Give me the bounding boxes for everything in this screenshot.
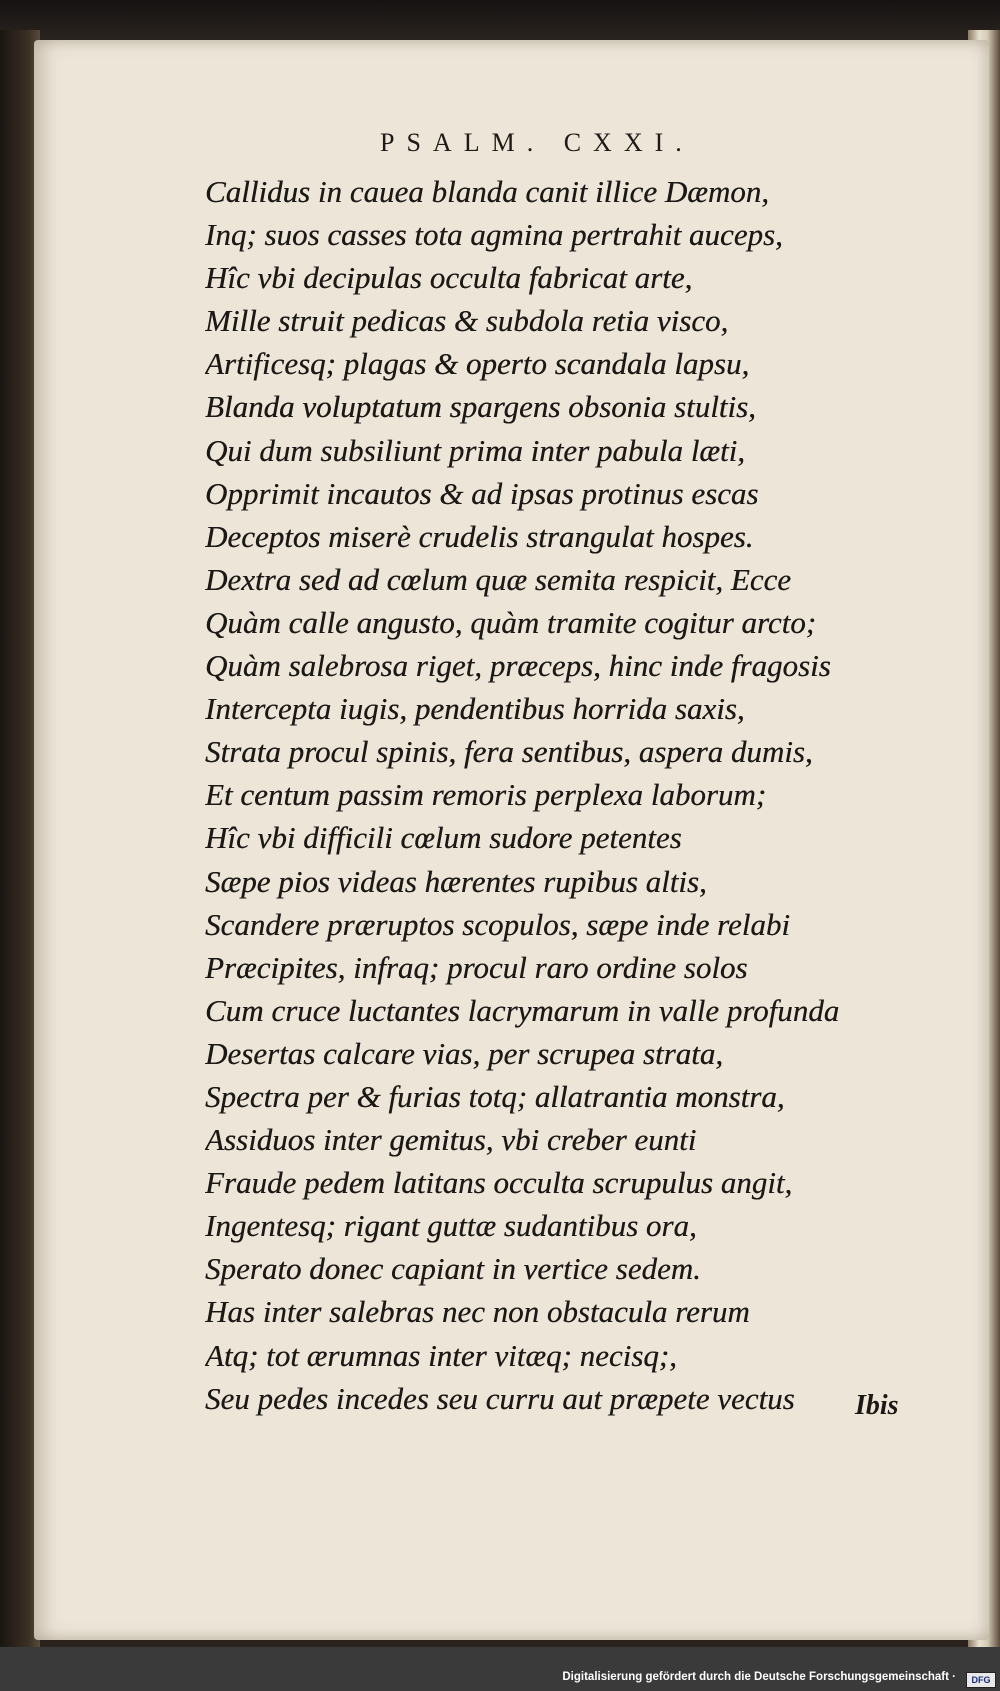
poem-line: Assiduos inter gemitus, vbi creber eunti <box>205 1122 697 1158</box>
scan-background-top <box>0 0 1000 40</box>
dfg-logo-text: DFG <box>971 1675 991 1685</box>
poem-line: Mille struit pedicas & subdola retia visco, <box>205 303 729 339</box>
poem-line: Intercepta iugis, pendentibus horrida saxis, <box>205 691 745 727</box>
poem-line: Strata procul spinis, fera sentibus, aspera dumis, <box>205 734 813 770</box>
poem-line: Cum cruce luctantes lacrymarum in valle profunda <box>205 992 840 1028</box>
poem-line: Ingentesq; rigant guttæ sudantibus ora, <box>205 1208 697 1244</box>
poem-line: Deceptos miserè crudelis strangulat hospes. <box>205 518 754 554</box>
poem-line: Sæpe pios videas hærentes rupibus altis, <box>205 863 707 899</box>
poem-line: Callidus in cauea blanda canit illice Dæmon, <box>205 174 769 209</box>
poem-line: Scandere præruptos scopulos, sæpe inde relabi <box>205 906 790 942</box>
poem-line: Dextra sed ad cœlum quæ semita respicit, Ecce <box>205 561 792 597</box>
poem-line: Spectra per & furias totq; allatrantia monstra, <box>205 1078 785 1114</box>
poem-line: Et centum passim remoris perplexa laborum; <box>205 777 767 813</box>
poem-line: Fraude pedem latitans occulta scrupulus angit, <box>205 1165 793 1201</box>
poem-line: Artificesq; plagas & operto scandala lapsu, <box>205 346 750 382</box>
catchword: Ibis <box>855 1390 899 1421</box>
digitization-credit: Digitalisierung gefördert durch die Deutsche Forschungsgemeinschaft · <box>562 1671 956 1683</box>
running-head: PSALM. CXXI. <box>380 128 694 157</box>
poem-line: Blanda voluptatum spargens obsonia stultis, <box>205 389 756 425</box>
poem-line: Quàm calle angusto, quàm tramite cogitur arcto; <box>205 604 817 640</box>
poem-line: Seu pedes incedes seu curru aut præpete vectus <box>205 1380 795 1416</box>
poem-line: Quàm salebrosa riget, præceps, hinc inde fragosis <box>205 648 831 684</box>
poem-line: Atq; tot ærumnas inter vitæq; necisq;, <box>205 1337 677 1373</box>
poem-text-block <box>205 170 945 1420</box>
poem-line: Præcipites, infraq; procul raro ordine solos <box>205 949 748 985</box>
poem-line: Inq; suos casses tota agmina pertrahit auceps, <box>205 217 783 253</box>
poem-line: Sperato donec capiant in vertice sedem. <box>205 1251 701 1287</box>
poem-line: Has inter salebras nec non obstacula rerum <box>205 1294 750 1330</box>
poem-line: Hîc vbi difficili cœlum sudore petentes <box>205 820 682 856</box>
poem-line: Hîc vbi decipulas occulta fabricat arte, <box>205 260 693 296</box>
poem-line: Desertas calcare vias, per scrupea strata, <box>205 1035 724 1071</box>
dfg-logo <box>966 1672 996 1688</box>
poem-line: Opprimit incautos & ad ipsas protinus escas <box>205 475 759 511</box>
poem-line: Qui dum subsiliunt prima inter pabula læti, <box>205 432 745 468</box>
